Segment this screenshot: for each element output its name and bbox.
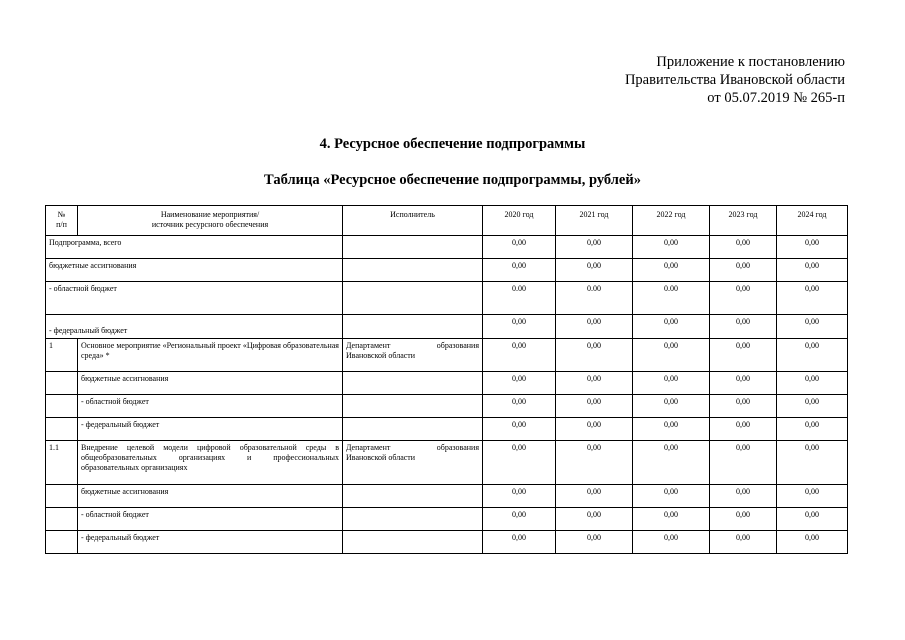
table-row xyxy=(46,441,848,485)
value-2021: 0,00 xyxy=(556,441,633,485)
value-2021: 0,00 xyxy=(556,418,633,441)
value-2024: 0,00 xyxy=(777,259,848,282)
value-2022: 0,00 xyxy=(633,531,710,554)
approval-header-line: Правительства Ивановской области xyxy=(624,72,845,88)
value-2022: 0,00 xyxy=(633,315,710,339)
value-2022: 0,00 xyxy=(633,236,710,259)
value-2021: 0,00 xyxy=(556,372,633,395)
value-2020: 0,00 xyxy=(483,418,556,441)
table-title: Таблица «Ресурсное обеспечение подпрограммы, рублей» xyxy=(264,172,641,188)
resource-table xyxy=(45,205,848,554)
row-num: 1 xyxy=(46,339,78,372)
value-2022: 0,00 xyxy=(633,372,710,395)
row-name: бюджетные ассигнования xyxy=(46,259,343,282)
value-2020: 0,00 xyxy=(483,315,556,339)
row-num xyxy=(46,372,78,395)
row-num xyxy=(46,418,78,441)
table-row xyxy=(46,395,848,418)
table-row xyxy=(46,339,848,372)
value-2021: 0,00 xyxy=(556,236,633,259)
approval-header-line: от 05.07.2019 № 265-п xyxy=(707,90,845,106)
row-name: Основное мероприятие «Региональный проект «Цифровая образовательная среда» * xyxy=(78,339,343,372)
value-2020: 0,00 xyxy=(483,236,556,259)
value-2021: 0,00 xyxy=(556,485,633,508)
executor-word: образования xyxy=(436,341,479,350)
value-2022: 0,00 xyxy=(633,418,710,441)
value-2022: 0,00 xyxy=(633,441,710,485)
value-2020: 0,00 xyxy=(483,508,556,531)
row-name: бюджетные ассигнования xyxy=(78,372,343,395)
value-2023: 0,00 xyxy=(710,508,777,531)
value-2021: 0,00 xyxy=(556,259,633,282)
value-2023: 0,00 xyxy=(710,259,777,282)
value-2024: 0,00 xyxy=(777,395,848,418)
col-header-executor: Исполнитель xyxy=(343,206,483,236)
value-2023: 0,00 xyxy=(710,236,777,259)
value-2024: 0,00 xyxy=(777,531,848,554)
row-executor xyxy=(343,315,483,339)
table-row xyxy=(46,485,848,508)
value-2023: 0,00 xyxy=(710,339,777,372)
row-name: - областной бюджет xyxy=(78,395,343,418)
col-header-2021: 2021 год xyxy=(556,206,633,236)
row-executor xyxy=(343,508,483,531)
col-header-name: Наименование мероприятия/ источник ресурсного обеспечения xyxy=(78,206,343,236)
section-title: 4. Ресурсное обеспечение подпрограммы xyxy=(319,136,586,152)
value-2023: 0,00 xyxy=(710,441,777,485)
value-2022: 0,00 xyxy=(633,339,710,372)
value-2024: 0,00 xyxy=(777,339,848,372)
row-executor xyxy=(343,339,483,372)
value-2024: 0,00 xyxy=(777,441,848,485)
value-2022: 0,00 xyxy=(633,395,710,418)
row-name: - федеральный бюджет xyxy=(78,418,343,441)
row-executor xyxy=(343,395,483,418)
row-name: бюджетные ассигнования xyxy=(78,485,343,508)
value-2023: 0,00 xyxy=(710,315,777,339)
approval-header-line: Приложение к постановлению xyxy=(656,54,845,70)
row-name: Внедрение целевой модели цифровой образовательной среды в общеобразовательных организациях и профессиональных образовательных организациях xyxy=(78,441,343,485)
col-header-2024: 2024 год xyxy=(777,206,848,236)
row-executor xyxy=(343,418,483,441)
col-header-2023: 2023 год xyxy=(710,206,777,236)
row-num: 1.1 xyxy=(46,441,78,485)
row-executor xyxy=(343,282,483,315)
table-row xyxy=(46,531,848,554)
table-row xyxy=(46,315,848,339)
value-2023: 0,00 xyxy=(710,395,777,418)
table-row xyxy=(46,259,848,282)
executor-word: Департамент xyxy=(346,341,391,350)
col-header-2020: 2020 год xyxy=(483,206,556,236)
value-2022: 0,00 xyxy=(633,259,710,282)
row-name: - областной бюджет xyxy=(78,508,343,531)
value-2021: 0,00 xyxy=(556,339,633,372)
table-row xyxy=(46,418,848,441)
value-2020: 0,00 xyxy=(483,441,556,485)
value-2020: 0,00 xyxy=(483,259,556,282)
executor-line: Ивановской области xyxy=(346,351,416,360)
value-2024: 0,00 xyxy=(777,485,848,508)
value-2021: 0,00 xyxy=(556,315,633,339)
value-2024: 0,00 xyxy=(777,236,848,259)
row-name: - федеральный бюджет xyxy=(46,315,343,339)
row-num xyxy=(46,485,78,508)
col-header-2022: 2022 год xyxy=(633,206,710,236)
table-header-row xyxy=(46,206,848,236)
value-2023: 0,00 xyxy=(710,531,777,554)
value-2021: 0,00 xyxy=(556,531,633,554)
value-2021: 0.00 xyxy=(556,282,633,315)
value-2022: 0.00 xyxy=(633,282,710,315)
row-num xyxy=(46,508,78,531)
row-executor xyxy=(343,259,483,282)
row-name: - областной бюджет xyxy=(46,282,343,315)
table-row xyxy=(46,508,848,531)
value-2024: 0,00 xyxy=(777,508,848,531)
value-2023: 0,00 xyxy=(710,372,777,395)
value-2024: 0,00 xyxy=(777,315,848,339)
value-2020: 0,00 xyxy=(483,339,556,372)
value-2020: 0,00 xyxy=(483,372,556,395)
executor-word: образования xyxy=(436,443,479,452)
executor-line: Ивановской области xyxy=(346,453,416,462)
value-2020: 0,00 xyxy=(483,531,556,554)
value-2024: 0,00 xyxy=(777,372,848,395)
table-row xyxy=(46,236,848,259)
value-2022: 0,00 xyxy=(633,485,710,508)
value-2023: 0,00 xyxy=(710,418,777,441)
value-2023: 0,00 xyxy=(710,282,777,315)
approval-header xyxy=(625,53,845,107)
row-executor xyxy=(343,485,483,508)
row-executor xyxy=(343,441,483,485)
table-row xyxy=(46,372,848,395)
value-2021: 0,00 xyxy=(556,508,633,531)
value-2020: 0.00 xyxy=(483,282,556,315)
value-2024: 0,00 xyxy=(777,418,848,441)
value-2020: 0,00 xyxy=(483,395,556,418)
row-name: - федеральный бюджет xyxy=(78,531,343,554)
value-2023: 0,00 xyxy=(710,485,777,508)
row-executor xyxy=(343,372,483,395)
row-executor xyxy=(343,531,483,554)
row-num xyxy=(46,395,78,418)
value-2020: 0,00 xyxy=(483,485,556,508)
value-2024: 0,00 xyxy=(777,282,848,315)
row-name: Подпрограмма, всего xyxy=(46,236,343,259)
row-num xyxy=(46,531,78,554)
table-row xyxy=(46,282,848,315)
executor-word: Департамент xyxy=(346,443,391,452)
row-executor xyxy=(343,236,483,259)
value-2022: 0,00 xyxy=(633,508,710,531)
value-2021: 0,00 xyxy=(556,395,633,418)
col-header-num: № п/п xyxy=(46,206,78,236)
